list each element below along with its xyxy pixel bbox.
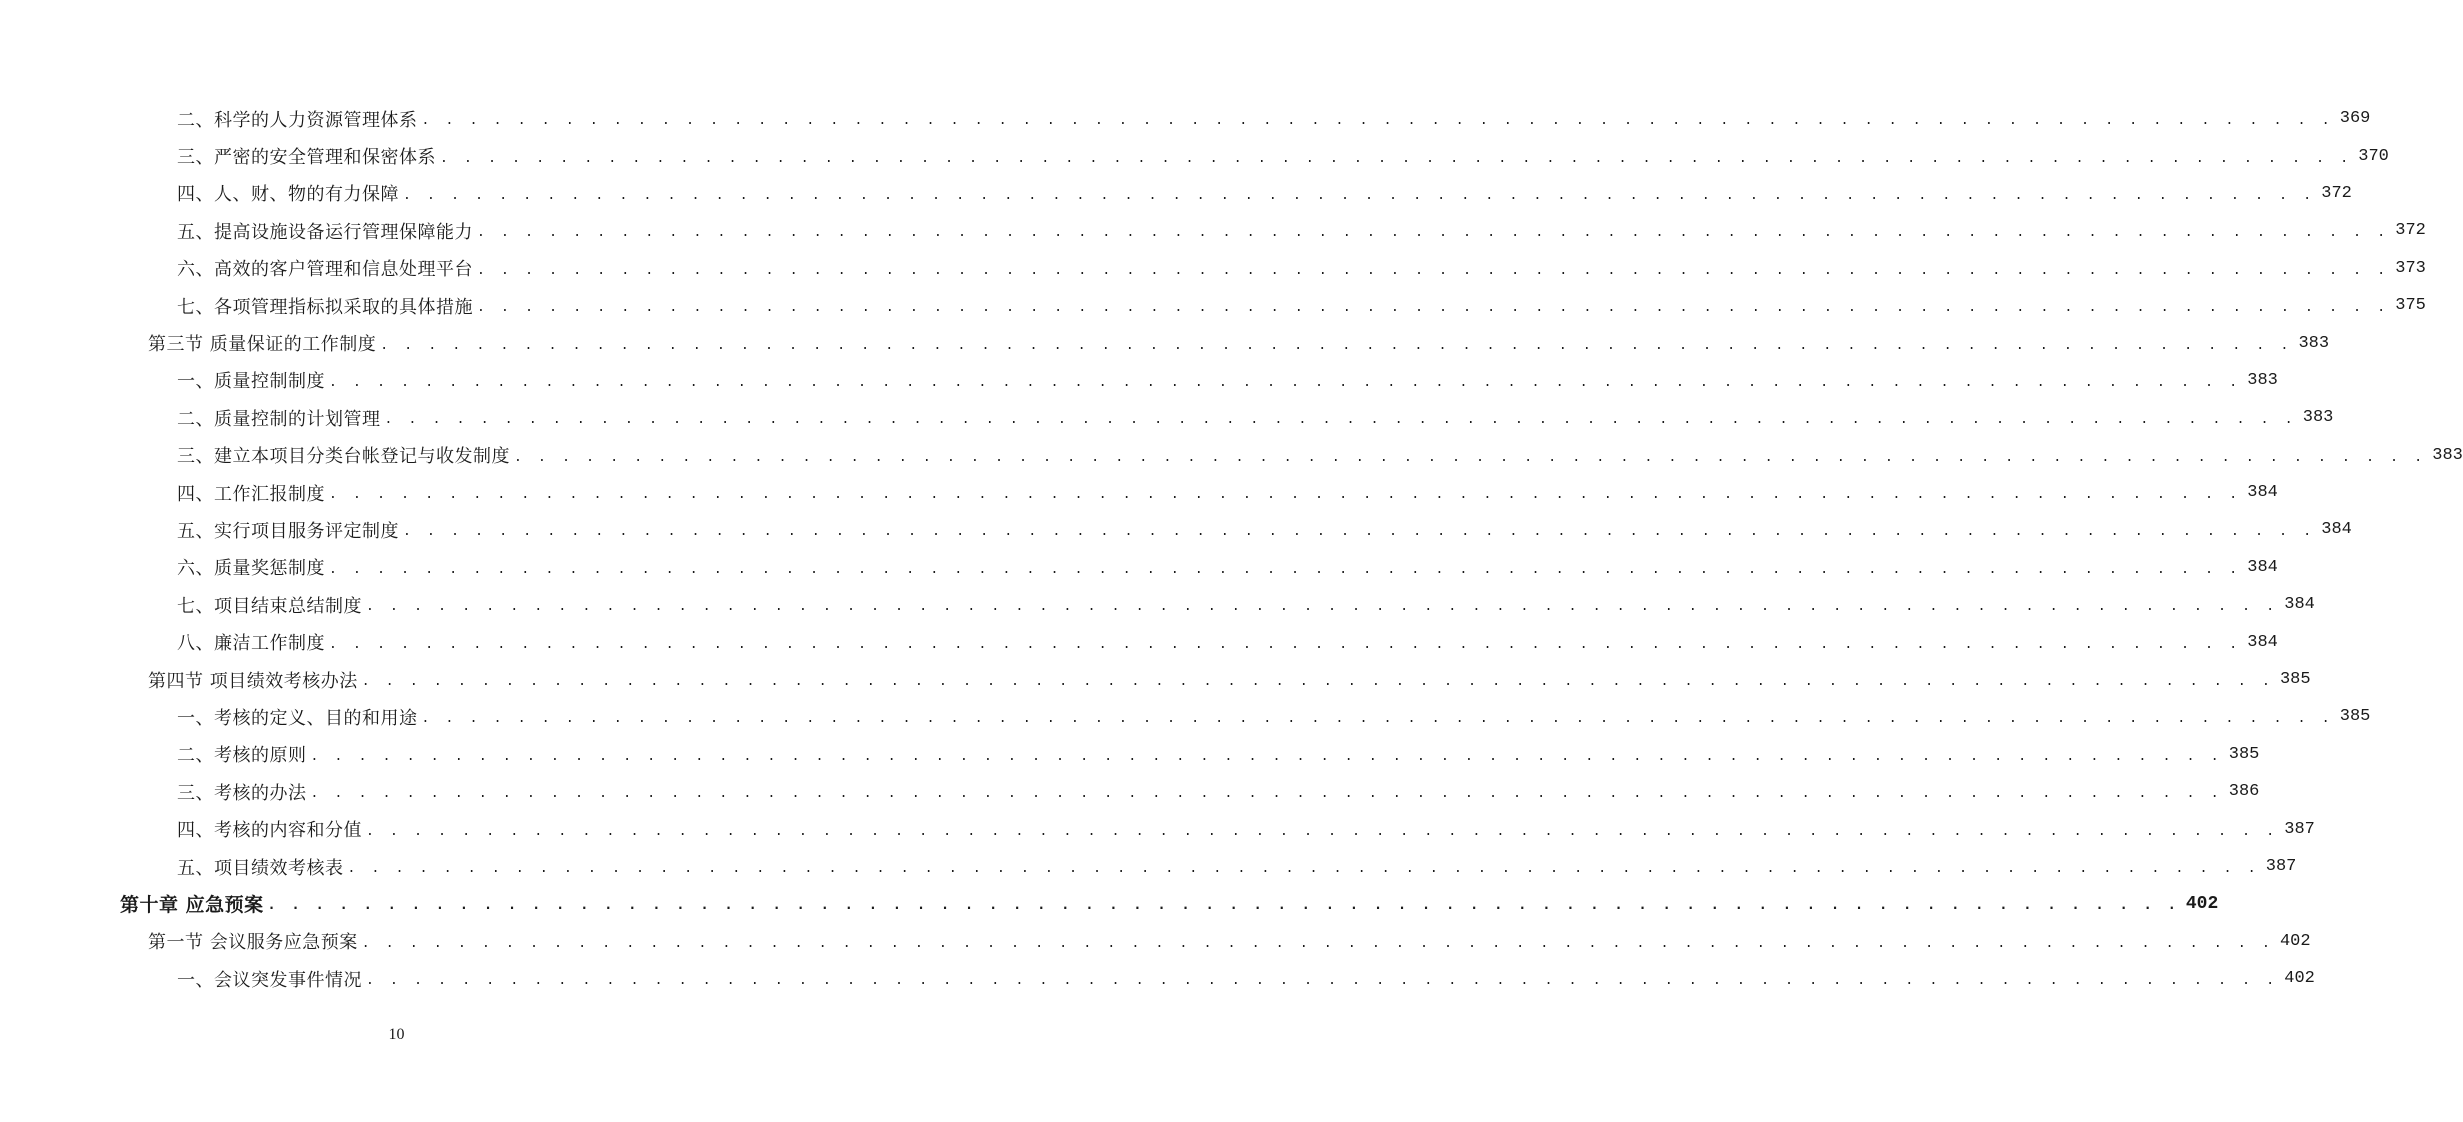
toc-entry-title: 六、高效的客户管理和信息处理平台 <box>177 259 473 281</box>
toc-entry-page-number: 384 <box>2247 483 2278 503</box>
toc-entry-title: 四、考核的内容和分值 <box>177 820 362 842</box>
toc-entry-title: 五、实行项目服务评定制度 <box>177 520 399 542</box>
toc-entry-page-number: 369 <box>2339 109 2371 129</box>
toc-entry-page-number: 384 <box>2247 557 2278 577</box>
toc-section-row[interactable] <box>0 661 2311 698</box>
dot-leader: . . . . . . . . . . . . . . . . . . . . . . . . . . . . . . . . . . . . . . . . . . . . . . . . . . . . . . . . . . . . . . . . . . . . . . . . . . . . . . . . <box>514 449 2427 465</box>
dot-leader: . . . . . . . . . . . . . . . . . . . . . . . . . . . . . . . . . . . . . . . . . . . . . . . . . . . . . . . . . . . . . . . . . . . . . . . . . . . . . . . . <box>384 412 2297 428</box>
toc-item-row[interactable] <box>0 773 2260 810</box>
toc-entry-page-number: 402 <box>2185 893 2219 914</box>
toc-entry-page-number: 385 <box>2228 744 2260 764</box>
toc-item-row[interactable] <box>0 698 2371 735</box>
dot-leader: . . . . . . . . . . . . . . . . . . . . . . . . . . . . . . . . . . . . . . . . . . . . . . . . . . . . . . . . . . . . . . . . . . . . . . . . . . . . . . . . <box>477 262 2390 278</box>
toc-entry-title: 六、质量奖惩制度 <box>177 558 325 580</box>
toc-entry-page-number: 375 <box>2395 296 2426 316</box>
toc-item-row[interactable] <box>0 437 2463 474</box>
toc-section-row[interactable] <box>0 324 2330 361</box>
toc-item-row[interactable] <box>0 250 2426 287</box>
toc-entry-page-number: 383 <box>2298 333 2330 353</box>
toc-entry-page-number: 387 <box>2284 819 2315 839</box>
dot-leader: . . . . . . . . . . . . . . . . . . . . . . . . . . . . . . . . . . . . . . . . . . . . . . . . . . . . . . . . . . . . . . . . . . . . . . . . . . . . . . . . <box>421 113 2334 129</box>
toc-item-row[interactable] <box>0 137 2389 174</box>
table-of-contents <box>0 100 2463 997</box>
toc-item-row[interactable] <box>0 287 2426 324</box>
toc-entry-title: 第四节 项目绩效考核办法 <box>148 670 358 692</box>
toc-entry-page-number: 383 <box>2432 445 2463 465</box>
toc-entry-page-number: 373 <box>2395 258 2426 278</box>
toc-entry-page-number: 384 <box>2247 632 2278 652</box>
toc-item-row[interactable] <box>0 586 2315 623</box>
toc-entry-page-number: 385 <box>2339 707 2371 727</box>
dot-leader: . . . . . . . . . . . . . . . . . . . . . . . . . . . . . . . . . . . . . . . . . . . . . . . . . . . . . . . . . . . . . . . . . . . . . . . . . . . . . . . . <box>380 337 2293 353</box>
toc-entry-title: 二、科学的人力资源管理体系 <box>177 109 418 131</box>
dot-leader: . . . . . . . . . . . . . . . . . . . . . . . . . . . . . . . . . . . . . . . . . . . . . . . . . . . . . . . . . . . . . . . . . . . . . . . . . . . . . . . . <box>421 711 2334 727</box>
toc-item-row[interactable] <box>0 399 2334 436</box>
toc-entry-page-number: 383 <box>2302 408 2334 428</box>
dot-leader: . . . . . . . . . . . . . . . . . . . . . . . . . . . . . . . . . . . . . . . . . . . . . . . . . . . . . . . . . . . . . . . . . . . . . . . . . . . . . . . . <box>361 674 2274 690</box>
toc-entry-page-number: 385 <box>2279 670 2311 690</box>
toc-entry-page-number: 372 <box>2395 221 2426 241</box>
toc-item-row[interactable] <box>0 175 2352 212</box>
dot-leader: . . . . . . . . . . . . . . . . . . . . . . . . . . . . . . . . . . . . . . . . . . . . . . . . . . . . . . . . . . . . . . . . . . . . . . . . . . . . . . . . <box>366 823 2279 839</box>
dot-leader: . . . . . . . . . . . . . . . . . . . . . . . . . . . . . . . . . . . . . . . . . . . . . . . . . . . . . . . . . . . . . . . . . . . . . . . . . . . . . . . . <box>347 861 2260 876</box>
toc-entry-title: 二、质量控制的计划管理 <box>177 408 381 430</box>
toc-entry-page-number: 387 <box>2265 857 2297 876</box>
dot-leader: . . . . . . . . . . . . . . . . . . . . . . . . . . . . . . . . . . . . . . . . . . . . . . . . . . . . . . . . . . . . . . . . . . . . . . . . . . . . . . . . <box>403 524 2316 540</box>
toc-entry-title: 五、提高设施设备运行管理保障能力 <box>177 221 473 243</box>
toc-entry-title: 七、项目结束总结制度 <box>177 595 362 617</box>
toc-entry-title: 第一节 会议服务应急预案 <box>148 932 358 954</box>
dot-leader: . . . . . . . . . . . . . . . . . . . . . . . . . . . . . . . . . . . . . . . . . . . . . . . . . . . . . . . . . . . . . . . . . . . . . . . . . . . . . . . . <box>329 487 2242 503</box>
toc-item-row[interactable] <box>0 212 2426 249</box>
dot-leader: . . . . . . . . . . . . . . . . . . . . . . . . . . . . . . . . . . . . . . . . . . . . . . . . . . . . . . . . . . . . . . . . . . . . . . . . . . . . . . . . <box>366 599 2279 615</box>
dot-leader: . . . . . . . . . . . . . . . . . . . . . . . . . . . . . . . . . . . . . . . . . . . . . . . . . . . . . . . . . . . . . . . . . . . . . . . . . . . . . . . . <box>267 898 2180 914</box>
toc-entry-title: 一、质量控制制度 <box>177 371 325 393</box>
toc-item-row[interactable] <box>0 549 2278 586</box>
toc-item-row[interactable] <box>0 511 2352 548</box>
toc-item-row[interactable] <box>0 810 2315 847</box>
dot-leader: . . . . . . . . . . . . . . . . . . . . . . . . . . . . . . . . . . . . . . . . . . . . . . . . . . . . . . . . . . . . . . . . . . . . . . . . . . . . . . . . <box>329 561 2242 577</box>
toc-entry-title: 第十章 应急预案 <box>120 894 264 917</box>
toc-entry-page-number: 372 <box>2321 183 2352 203</box>
toc-item-row[interactable] <box>0 474 2278 511</box>
dot-leader: . . . . . . . . . . . . . . . . . . . . . . . . . . . . . . . . . . . . . . . . . . . . . . . . . . . . . . . . . . . . . . . . . . . . . . . . . . . . . . . . <box>366 973 2279 989</box>
toc-entry-title: 三、严密的安全管理和保密体系 <box>177 147 436 169</box>
toc-item-row[interactable] <box>0 623 2278 660</box>
dot-leader: . . . . . . . . . . . . . . . . . . . . . . . . . . . . . . . . . . . . . . . . . . . . . . . . . . . . . . . . . . . . . . . . . . . . . . . . . . . . . . . . <box>329 636 2242 652</box>
toc-entry-title: 第三节 质量保证的工作制度 <box>148 334 377 356</box>
toc-entry-title: 七、各项管理指标拟采取的具体措施 <box>177 296 473 318</box>
dot-leader: . . . . . . . . . . . . . . . . . . . . . . . . . . . . . . . . . . . . . . . . . . . . . . . . . . . . . . . . . . . . . . . . . . . . . . . . . . . . . . . . <box>329 374 2242 390</box>
toc-entry-title: 八、廉洁工作制度 <box>177 633 325 655</box>
toc-entry-title: 三、考核的办法 <box>177 782 307 804</box>
toc-item-row[interactable] <box>0 736 2260 773</box>
dot-leader: . . . . . . . . . . . . . . . . . . . . . . . . . . . . . . . . . . . . . . . . . . . . . . . . . . . . . . . . . . . . . . . . . . . . . . . . . . . . . . . . <box>477 300 2390 316</box>
toc-entry-page-number: 402 <box>2279 931 2311 951</box>
dot-leader: . . . . . . . . . . . . . . . . . . . . . . . . . . . . . . . . . . . . . . . . . . . . . . . . . . . . . . . . . . . . . . . . . . . . . . . . . . . . . . . . <box>310 786 2223 802</box>
toc-entry-title: 四、工作汇报制度 <box>177 483 325 505</box>
dot-leader: . . . . . . . . . . . . . . . . . . . . . . . . . . . . . . . . . . . . . . . . . . . . . . . . . . . . . . . . . . . . . . . . . . . . . . . . . . . . . . . . <box>361 935 2274 951</box>
toc-section-row[interactable] <box>0 923 2311 960</box>
toc-entry-page-number: 383 <box>2247 370 2278 390</box>
toc-item-row[interactable] <box>0 100 2371 137</box>
toc-entry-page-number: 386 <box>2228 782 2260 802</box>
dot-leader: . . . . . . . . . . . . . . . . . . . . . . . . . . . . . . . . . . . . . . . . . . . . . . . . . . . . . . . . . . . . . . . . . . . . . . . . . . . . . . . . <box>477 225 2390 241</box>
toc-entry-title: 四、人、财、物的有力保障 <box>177 184 399 206</box>
toc-entry-page-number: 384 <box>2284 595 2315 615</box>
toc-entry-page-number: 370 <box>2358 146 2389 166</box>
dot-leader: . . . . . . . . . . . . . . . . . . . . . . . . . . . . . . . . . . . . . . . . . . . . . . . . . . . . . . . . . . . . . . . . . . . . . . . . . . . . . . . . <box>403 187 2316 203</box>
toc-entry-page-number: 384 <box>2321 520 2352 540</box>
toc-chapter-row[interactable] <box>0 885 2219 922</box>
toc-item-row[interactable] <box>0 960 2315 997</box>
toc-entry-title: 二、考核的原则 <box>177 745 307 767</box>
toc-item-row[interactable] <box>0 362 2278 399</box>
dot-leader: . . . . . . . . . . . . . . . . . . . . . . . . . . . . . . . . . . . . . . . . . . . . . . . . . . . . . . . . . . . . . . . . . . . . . . . . . . . . . . . . <box>440 150 2353 166</box>
toc-entry-title: 三、建立本项目分类台帐登记与收发制度 <box>177 446 510 468</box>
toc-entry-title: 五、项目绩效考核表 <box>177 857 344 879</box>
dot-leader: . . . . . . . . . . . . . . . . . . . . . . . . . . . . . . . . . . . . . . . . . . . . . . . . . . . . . . . . . . . . . . . . . . . . . . . . . . . . . . . . <box>310 748 2223 764</box>
toc-entry-title: 一、考核的定义、目的和用途 <box>177 707 418 729</box>
toc-entry-title: 一、会议突发事件情况 <box>177 969 362 991</box>
toc-entry-page-number: 402 <box>2284 969 2315 989</box>
page-number: 10 <box>388 1026 405 1043</box>
toc-item-row[interactable] <box>0 848 2297 885</box>
